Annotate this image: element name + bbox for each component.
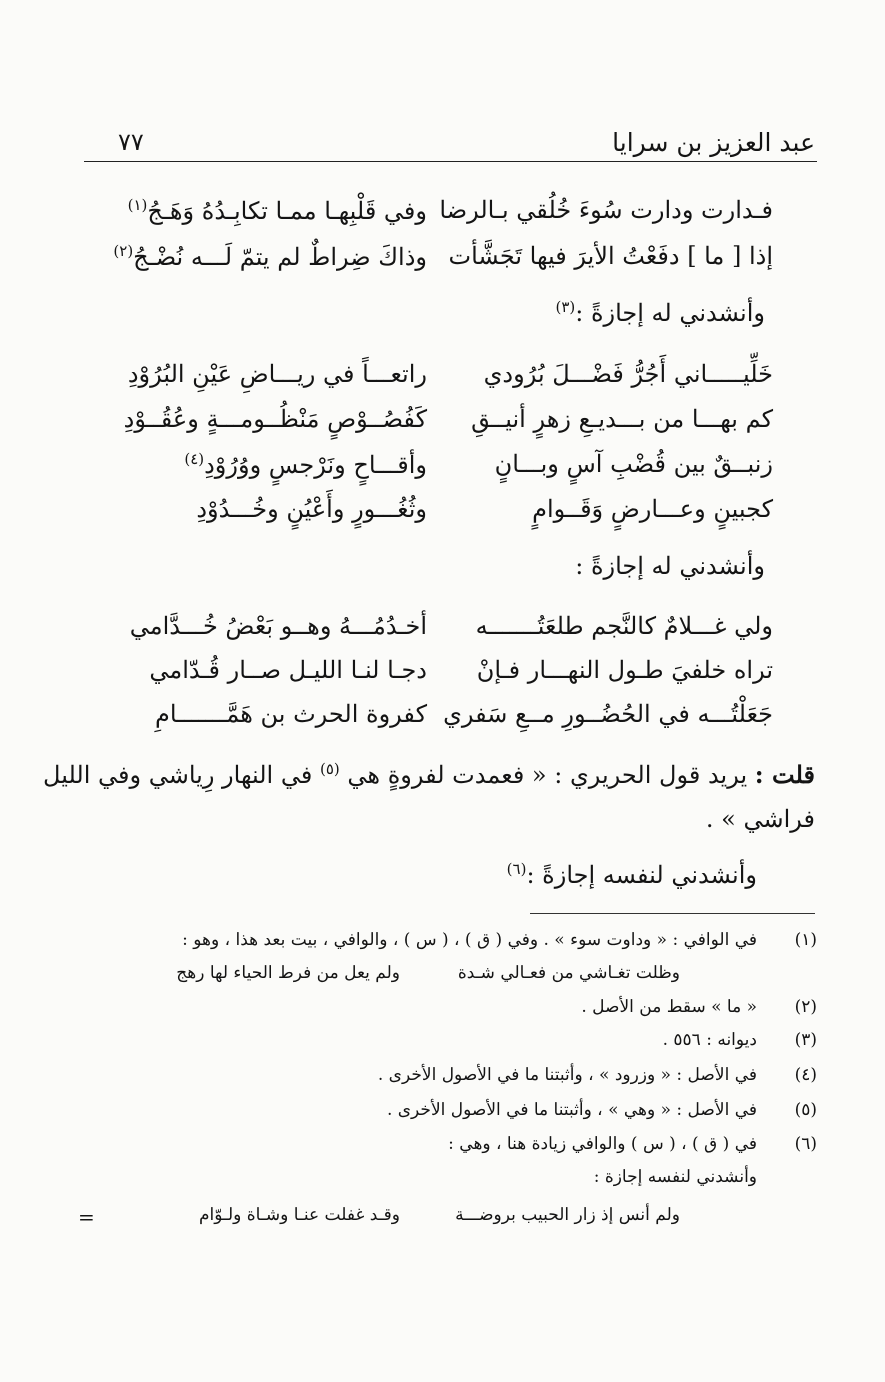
verse-9-second-hemistich: كفروة الحرث بن هَمَّـــــــامِ — [154, 700, 427, 728]
verse-4-first-hemistich: كم بهـــا من بـــديـعِ زهرٍ أنيــقِ — [471, 405, 773, 433]
footnote-6-text: في ( ق ) ، ( س ) والوافي زيادة هنا ، وهي : — [448, 1134, 757, 1154]
header-divider — [84, 161, 817, 162]
footnote-ref-2: (٢) — [113, 242, 134, 260]
verse-7-first-hemistich: ولي غـــلامٌ كالنَّجم طلعَتُـــــــه — [475, 612, 773, 640]
footnote-4-number: (٤) — [794, 1065, 817, 1085]
footnote-3-number: (٣) — [794, 1030, 817, 1050]
intro-line-3 — [507, 860, 757, 889]
verse-3-second-hemistich: راتعـــاً في ريـــاضِ عَيْنِ البُرُوْدِ — [127, 360, 427, 388]
footnote-1-number: (١) — [794, 930, 817, 950]
footnote-ref-6: (٦) — [506, 860, 527, 878]
verse-8-first-hemistich: تراه خلفيَ طـول النهـــار فـإنْ — [476, 656, 773, 684]
continuation-mark: = — [78, 1205, 95, 1229]
verse-7-second-hemistich: أخـدُمُـــهُ وهــو بَعْضُ خُـــدَّامي — [129, 612, 427, 640]
verse-5-second-text: وأقـــاحٍ ونَرْجسٍ ووُرُوْدِ — [204, 451, 427, 479]
footnote-1-text: في الوافي : « وداوت سوء » . وفي ( ق ) ، ( س ) ، والوافي ، بيت بعد هذا ، وهو : — [182, 930, 757, 950]
footnote-ref-3: (٣) — [555, 298, 576, 316]
footnote-ref-5: (٥) — [319, 760, 340, 778]
verse-2-second-hemistich — [113, 242, 427, 271]
footnote-5-number: (٥) — [794, 1100, 817, 1120]
verse-8-second-hemistich: دجـا لنـا الليـل صــار قُـدّامي — [149, 656, 427, 684]
verse-4-second-hemistich: كَفُصُــوْصٍ مَنْظُــومـــةٍ وعُقُــوْدِ — [123, 405, 427, 433]
prose-line-1-a: يريد قول الحريري : « فعمدت لفروةٍ هي — [347, 761, 748, 789]
prose-line-1-b: في النهار رِياشي وفي الليل — [43, 761, 313, 789]
footnote-4-text: في الأصل : « وزرود » ، وأثبتنا ما في الأصول الأخرى . — [377, 1065, 757, 1085]
verse-5-first-hemistich: زنبــقٌ بين قُضْبِ آسٍ وبـــانٍ — [494, 450, 773, 478]
intro-line-1 — [555, 298, 765, 327]
verse-1-first-hemistich: فـدارت ودارت سُوءَ خُلُقي بـالرضا — [439, 196, 773, 224]
footnote-2-text: « ما » سقط من الأصل . — [581, 997, 757, 1017]
verse-1-second-hemistich — [128, 196, 427, 225]
verse-3-first-hemistich: خَلِّيـــــاني أَجُرُّ فَضْـــلَ بُرُودي — [483, 360, 773, 388]
footnote-3-text: ديوانه : ٥٥٦ . — [662, 1030, 757, 1050]
footnote-2-number: (٢) — [794, 997, 817, 1017]
verse-5-second-hemistich — [184, 450, 427, 479]
page-number: ٧٧ — [118, 128, 144, 156]
verse-6-first-hemistich: كجبينٍ وعـــارضٍ وَقَــوامٍ — [532, 495, 773, 523]
intro-line-2: وأنشدني له إجازةً : — [575, 552, 765, 580]
footnote-1-verse-first: وظلت تغـاشي من فعـالي شـدة — [457, 963, 680, 983]
prose-line-2: فراشي » . — [705, 805, 815, 833]
footnote-6-number: (٦) — [794, 1134, 817, 1154]
verse-2-second-text: وذاكَ ضِراطٌ لم يتمّ لَـــه نُضْـجُ — [133, 243, 427, 271]
footnote-6-intro: وأنشدني لنفسه إجازة : — [593, 1167, 757, 1187]
verse-6-second-hemistich: وثُغُـــورٍ وأَعْيُنٍ وخُـــدُوْدِ — [196, 495, 427, 523]
footnote-6-verse-second: وقـد غفلت عنـا وشـاة ولـوّام — [198, 1205, 400, 1225]
prose-label: قلت : — [754, 760, 815, 789]
intro-1-text: وأنشدني له إجازةً : — [575, 299, 765, 327]
footnote-ref-1: (١) — [127, 196, 148, 214]
footnote-divider — [530, 913, 815, 914]
running-header-title: عبد العزيز بن سرايا — [612, 128, 815, 157]
prose-line-1 — [43, 760, 815, 789]
footnote-6-verse-first: ولم أنس إذ زار الحبيب بروضـــة — [455, 1205, 680, 1225]
intro-3-text: وأنشدني لنفسه إجازةً : — [526, 861, 757, 889]
footnote-1-verse-second: ولم يعل من فرط الحياء لها رهج — [176, 963, 400, 983]
verse-1-second-text: وفي قَلْبِهـا ممـا تكابِـدُهُ وَهَـجُ — [147, 197, 427, 225]
footnote-5-text: في الأصل : « وهي » ، وأثبتنا ما في الأصول الأخرى . — [386, 1100, 757, 1120]
footnote-ref-4: (٤) — [184, 450, 205, 468]
verse-9-first-hemistich: جَعَلْتُـــه في الحُضُــورِ مــعِ سَفري — [443, 700, 773, 728]
verse-2-first-hemistich: إذا [ ما ] دفَعْتُ الأيرَ فيها تَجَشَّأت — [448, 242, 773, 270]
